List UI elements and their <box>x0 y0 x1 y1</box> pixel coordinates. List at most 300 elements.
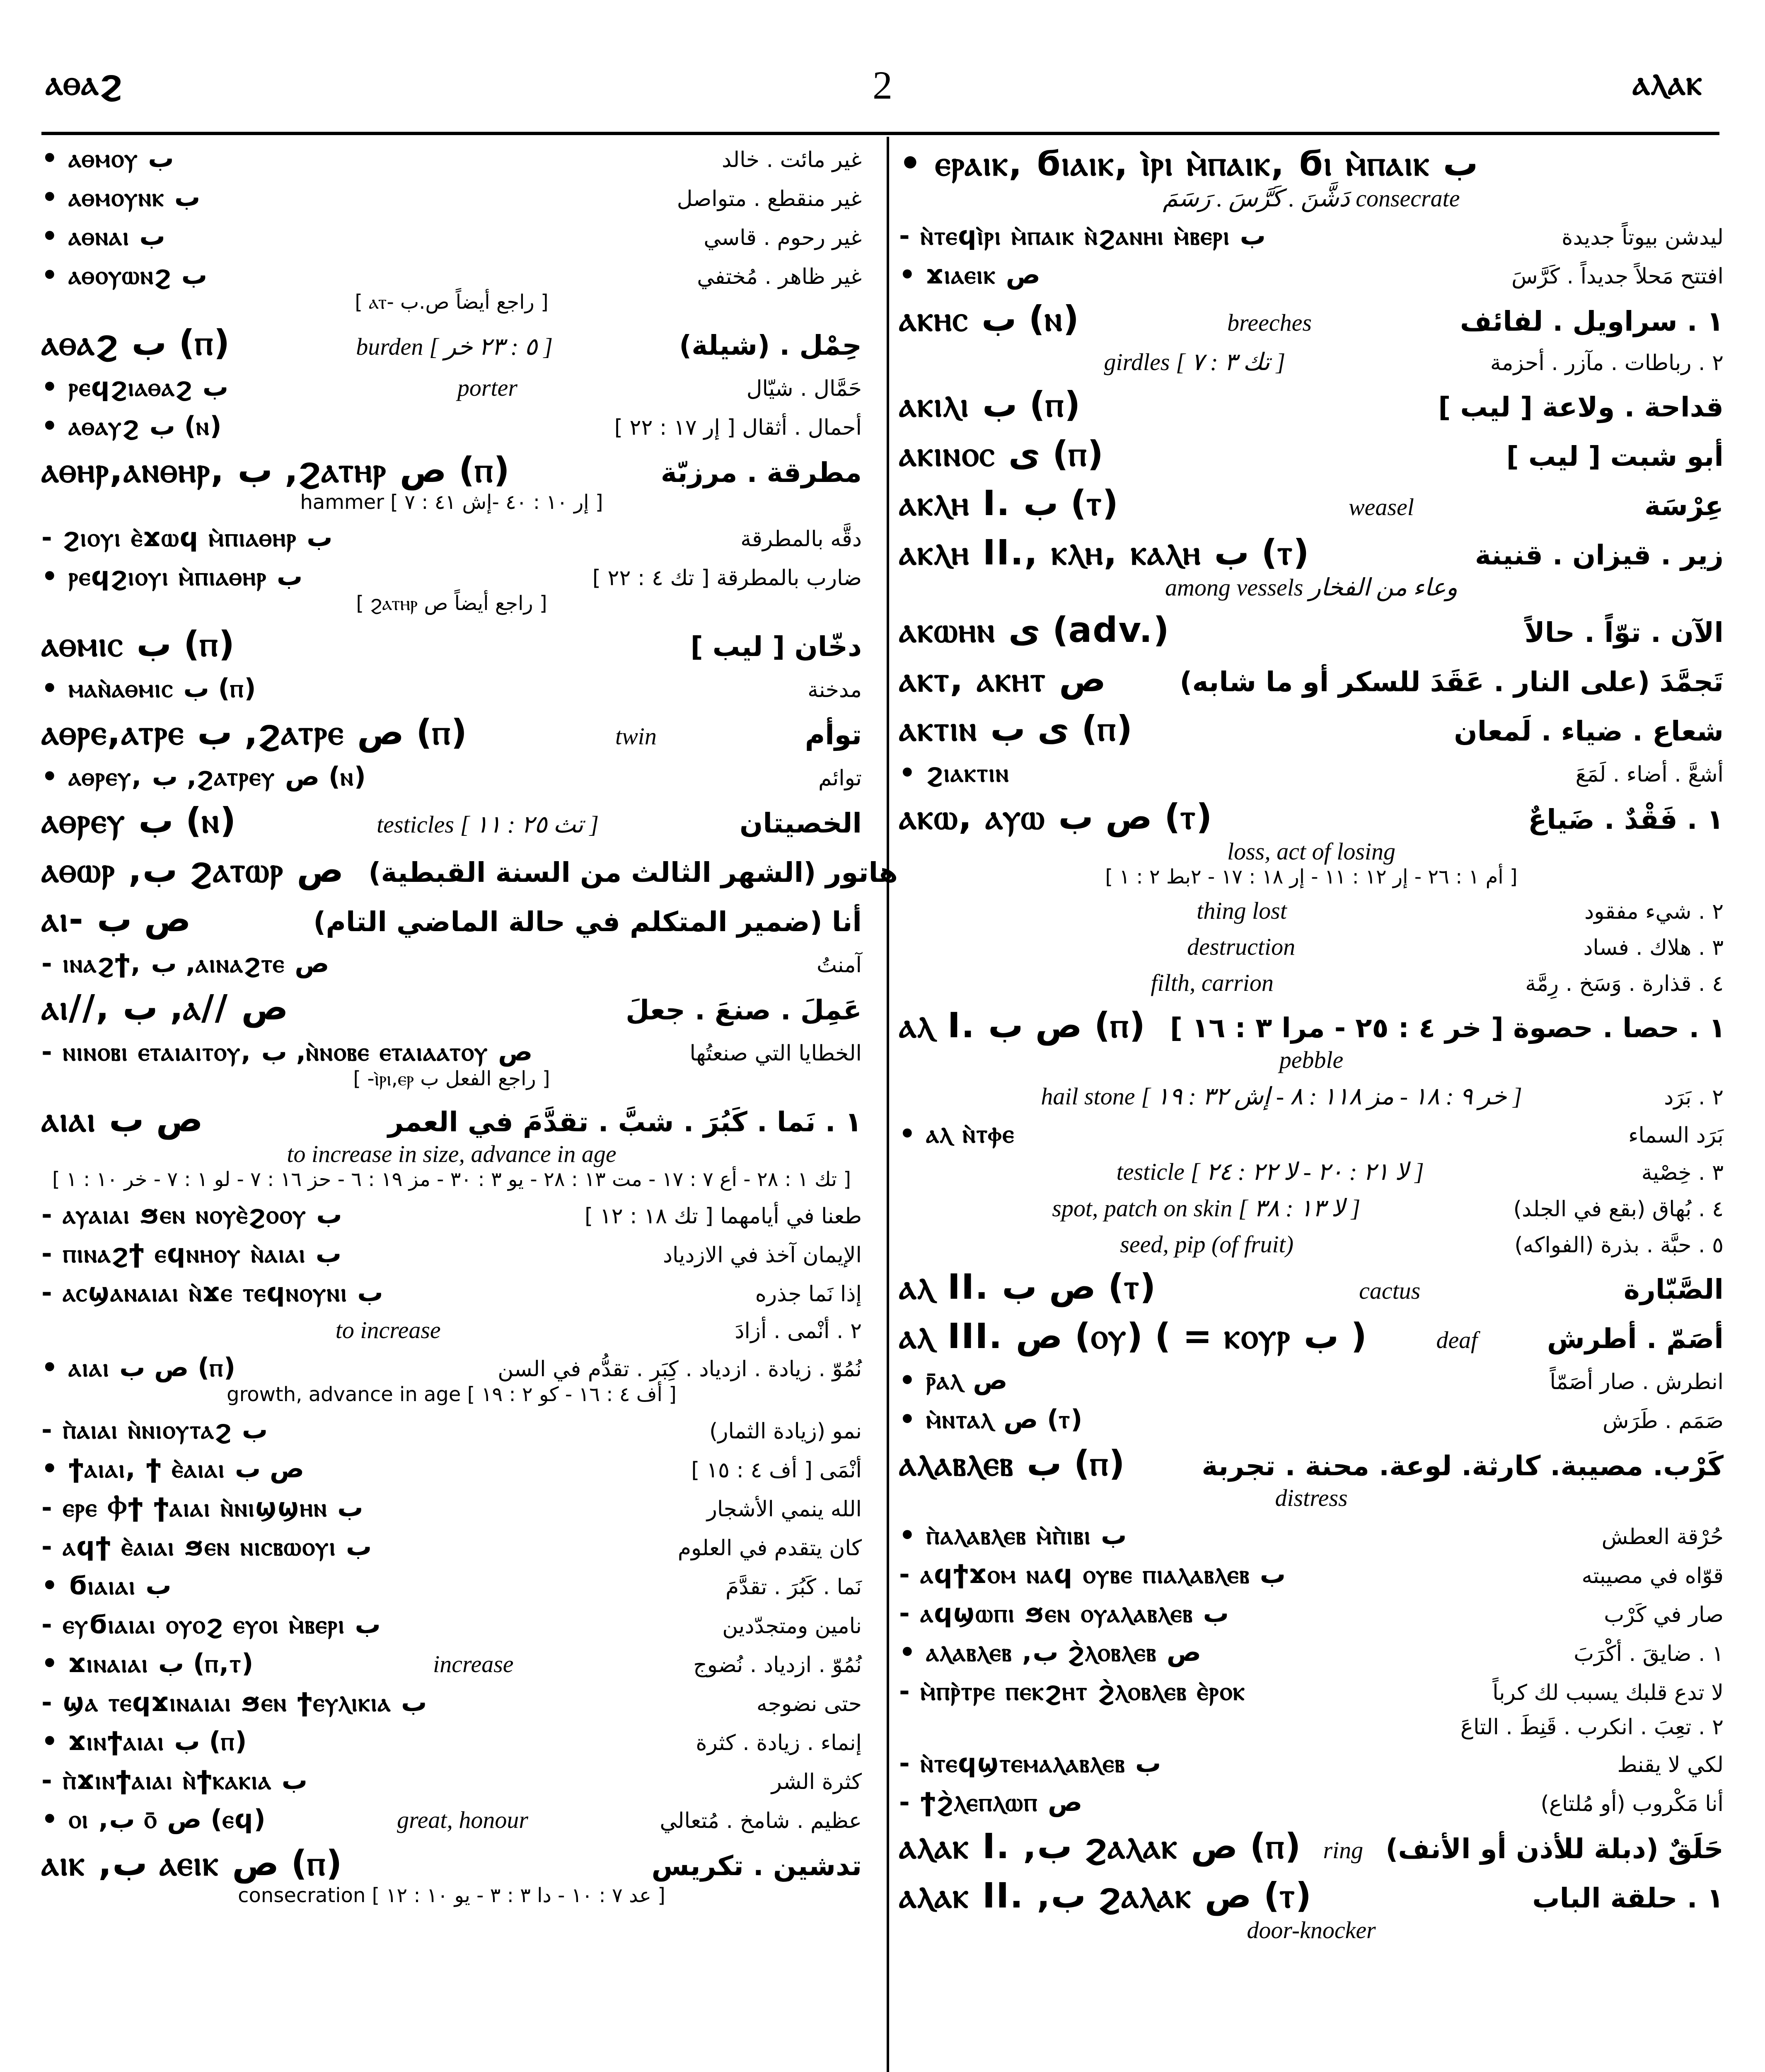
coptic-headword: ⲁⲑⲣⲉ,ⲁⲧⲣⲉ ب ,ϩⲁⲧⲣⲉ ص (ⲡ) <box>41 712 467 753</box>
english-gloss: seed, pip (of fruit) <box>1120 1231 1294 1258</box>
arabic-definition: ٤ . قذارة . وَسَخ . رِمَّة <box>1525 971 1724 996</box>
arabic-definition: دقَّه بالمطرقة <box>740 527 862 552</box>
entry-line <box>41 1765 862 1796</box>
dictionary-entry <box>899 298 1724 339</box>
dictionary-entry <box>899 1230 1724 1258</box>
entry-line <box>899 1443 1724 1484</box>
entry-line <box>899 1559 1724 1590</box>
entry-middle <box>912 1082 1651 1110</box>
arabic-definition: نُمُوّ . زيادة . ازدياد . كِبَر . تقدُّم في السن <box>498 1357 862 1382</box>
dictionary-entry <box>41 522 862 553</box>
arabic-definition: ٢ . رباطات . مآزر . أحزمة <box>1490 351 1724 375</box>
entry-line <box>899 143 1724 184</box>
dictionary-entry <box>899 1365 1724 1396</box>
entry-middle <box>278 1806 648 1834</box>
coptic-headword: - ⲓⲛⲁϩϯ, ب ,ⲁⲓⲛⲁϩⲧⲉ ص <box>41 948 329 978</box>
english-gloss: deaf <box>1436 1326 1478 1353</box>
entry-line <box>899 1676 1724 1706</box>
entry-line <box>899 483 1724 524</box>
arabic-definition: غير رحوم . قاسي <box>704 225 862 250</box>
coptic-headword: - ⲡⲓⲛⲁϩϯ ⲉϥⲛⲏⲟⲩ ⲛ̀ⲁⲓⲁⲓ ب <box>41 1238 342 1268</box>
dictionary-entry <box>41 143 862 174</box>
left-column <box>41 143 898 2072</box>
gloss-line: دَشَّنَ . كَرَّسَ . رَسَمَ consecrate <box>1163 185 1460 212</box>
entry-line <box>899 758 1724 788</box>
arabic-definition: أصَمّ . أطرش <box>1547 1323 1724 1355</box>
reference-line: growth, advance in age [ أف ٤ : ١٦ - كو ٢ : ١٩ ] <box>227 1383 677 1406</box>
dictionary-entry <box>899 1715 1724 1740</box>
entry-line <box>899 933 1724 961</box>
running-head-right: ⲁⲗⲁⲕ <box>1632 62 1703 103</box>
entry-line <box>41 1316 862 1344</box>
dictionary-entry <box>41 761 862 792</box>
arabic-definition: آمنتُ <box>816 953 862 978</box>
coptic-headword: • ⲁⲓⲁⲓ ص ب (ⲡ) <box>41 1352 236 1382</box>
dictionary-entry <box>41 850 898 891</box>
entry-line <box>899 384 1724 425</box>
coptic-headword: ⲁⲕⲓⲗⲓ ب (ⲡ) <box>899 384 1081 425</box>
entry-line <box>41 1352 862 1383</box>
coptic-headword: - ϯϩ̀ⲗⲉⲡⲗⲱⲡ ص <box>899 1787 1083 1817</box>
entry-line <box>41 372 862 402</box>
page-number: 2 <box>873 63 892 107</box>
arabic-definition: أبو شبت [ ليب ] <box>1506 441 1724 472</box>
entry-middle <box>479 722 793 750</box>
entry-line <box>899 1157 1724 1186</box>
entry-middle <box>248 810 727 838</box>
coptic-headword: • ⲁⲑⲁⲩϩ ب (ⲛ) <box>41 411 222 441</box>
arabic-definition: حُرْقة العطش <box>1601 1525 1724 1549</box>
coptic-headword: - ⲙ̀ⲡⲣ̀ⲧⲣⲉ ⲡⲉⲕϩⲏⲧ ϩ̀ⲗⲟⲃⲗⲉⲃ ⲉ̀ⲣⲟⲕ <box>899 1676 1246 1706</box>
coptic-headword: - ⲁϥϯ ⲉ̀ⲁⲓⲁⲓ ϧⲉⲛ ⲛⲓⲥⲃⲱⲟⲩⲓ ب <box>41 1531 372 1561</box>
entry-middle <box>242 332 667 361</box>
entry-line <box>41 1570 862 1601</box>
entry-middle <box>1379 1326 1535 1354</box>
dictionary-entry <box>41 1352 862 1406</box>
entry-line <box>899 1826 1724 1867</box>
reference-line: [ تك ١ : ٢٨ - أع ٧ : ١٧ - مت ١٣ : ٢٨ - يو ٣ : ٣٠ - مز ١٩ : ٦ - حز ١٦ : ٧ - لو ١ : ٧ - خر ١٠ : ١ ] <box>52 1168 851 1191</box>
entry-middle <box>912 348 1478 376</box>
coptic-headword: • ⲣⲉϥϩⲓⲁⲑⲁϩ ب <box>41 372 229 402</box>
entry-line <box>41 1036 862 1067</box>
entry-line <box>41 673 862 704</box>
arabic-definition: ٥ . حبَّة . بذرة (الفواكه) <box>1514 1233 1724 1258</box>
english-gloss: to increase <box>335 1317 441 1343</box>
arabic-definition: ٣ . هلاك . فساد <box>1583 935 1724 960</box>
entry-line <box>41 143 862 174</box>
coptic-headword: • ⲁⲑⲟⲩⲱⲛϩ ب <box>41 260 208 290</box>
arabic-definition: قوّاه في مصيبته <box>1581 1564 1724 1588</box>
dictionary-entry <box>899 969 1724 997</box>
entry-line <box>41 221 862 252</box>
arabic-definition: أنا (ضمير المتكلم في حالة الماضي التام) <box>313 906 862 938</box>
coptic-headword: • ⲡ̀ⲁⲗⲁⲃⲗⲉⲃ ⲙ̀ⲡ̀ⲓⲃⲓ ب <box>899 1520 1127 1550</box>
coptic-headword: ⲁⲗ II. ص ب (ⲧ) <box>899 1266 1156 1307</box>
cross-reference: [ راجع أيضاً ص.ب -ⲁⲧ ] <box>355 290 549 314</box>
coptic-headword: • ⲁⲗⲁⲃⲗⲉⲃ ,ب ϩ̀ⲗⲟⲃⲗⲉⲃ ص <box>899 1637 1202 1667</box>
dictionary-entry <box>899 1598 1724 1629</box>
entry-line <box>41 850 898 891</box>
entry-middle <box>912 969 1513 997</box>
english-gloss: increase <box>433 1651 514 1677</box>
dictionary-entry <box>899 796 1724 888</box>
arabic-definition: زير . قيزان . قنينة <box>1475 539 1724 571</box>
english-gloss: testicle [ لا ٢١ : ٢٠ - لا ٢٢ : ٢٤ ] <box>1116 1158 1424 1185</box>
arabic-definition: إنماء . زيادة . كثرة <box>696 1731 862 1755</box>
entry-line <box>899 1875 1724 1916</box>
gloss-line: loss, act of losing <box>1227 838 1396 865</box>
coptic-headword: • ϩⲓⲁⲕⲧⲓⲛ <box>899 758 1010 788</box>
arabic-definition: عظيم . شامخ . مُتعالي <box>660 1808 862 1833</box>
entry-line <box>899 1748 1724 1779</box>
dictionary-entry <box>41 1648 862 1679</box>
dictionary-entry <box>899 1157 1724 1186</box>
arabic-definition: كان يتقدم في العلوم <box>677 1536 862 1561</box>
arabic-definition: ٢ . أنْمى . أزادَ <box>735 1319 862 1343</box>
arabic-definition: الله ينمي الأشجار <box>706 1497 862 1522</box>
dictionary-entry <box>899 1316 1724 1357</box>
entry-middle <box>1168 1277 1611 1305</box>
entry-line <box>41 712 862 753</box>
arabic-definition: طعنا في أيامهما [ تك ١٨ : ١٢ ] <box>584 1204 862 1229</box>
arabic-definition: الصَّبّارة <box>1623 1273 1724 1305</box>
arabic-definition: أحمال . أثقال [ إر ١٧ : ٢٢ ] <box>614 415 862 440</box>
dictionary-entry <box>899 1520 1724 1551</box>
entry-line <box>899 708 1724 749</box>
arabic-definition: نامين ومتجدّدين <box>722 1614 862 1639</box>
arabic-definition: لا تدع قلبك يسبب لك كرباً <box>1492 1680 1724 1705</box>
entry-middle <box>912 1230 1502 1258</box>
dictionary-entry <box>41 1609 862 1640</box>
coptic-headword: • ϯⲁⲓⲁⲓ, ϯ ⲉ̀ⲁⲓⲁⲓ ص ب <box>41 1453 305 1484</box>
english-gloss: twin <box>615 723 657 750</box>
arabic-definition: الخصيتان <box>739 807 862 839</box>
dictionary-entry <box>41 260 862 314</box>
arabic-definition: ١ . حلقة الباب <box>1532 1882 1724 1914</box>
dictionary-entry <box>899 933 1724 961</box>
entry-line <box>899 433 1724 474</box>
gloss-line: to increase in size, advance in age <box>287 1140 617 1167</box>
coptic-headword: ⲁⲑⲙⲓⲥ ب (ⲡ) <box>41 624 235 664</box>
coptic-headword: • ϫⲓⲁⲉⲓⲕ ص <box>899 259 1040 290</box>
coptic-headword: • ⲁⲑⲙⲟⲩ ب <box>41 143 174 173</box>
entry-line <box>899 1637 1724 1668</box>
dictionary-entry <box>899 1787 1724 1818</box>
entry-line <box>41 1804 862 1835</box>
running-head-left: ⲁⲑⲁϩ <box>46 62 123 103</box>
coptic-headword: - ⲛ̀ⲧⲉϥⲓ̀ⲣⲓ ⲙ̀ⲡⲁⲓⲕ ⲛ̀ϩⲁⲛⲏⲓ ⲙ̀ⲃⲉⲣⲓ ب <box>899 220 1266 251</box>
entry-line <box>899 610 1724 651</box>
dictionary-entry <box>41 1414 862 1445</box>
entry-line <box>899 659 1724 700</box>
arabic-definition: كَرْب. مصيبة. كارثة. لوعة. محنة . تجربة <box>1202 1450 1724 1482</box>
entry-middle <box>54 1316 722 1344</box>
coptic-headword: - ⲡ̀ϫⲓⲛϯⲁⲓⲁⲓ ⲛ̀ϯⲕⲁⲕⲓⲁ ب <box>41 1765 308 1795</box>
arabic-definition: إذا نَما جذره <box>755 1282 862 1307</box>
dictionary-entry <box>41 1277 862 1308</box>
coptic-headword: ⲁⲑⲏⲣ,ⲁⲛⲑⲏⲣ, ب ,ϩⲁⲧⲏⲣ ص (ⲡ) <box>41 450 510 490</box>
arabic-definition: لكي لا يقنط <box>1617 1752 1724 1777</box>
dictionary-entry <box>41 987 862 1028</box>
arabic-definition: نُمُوّ . ازدياد . نُضوج <box>693 1653 862 1677</box>
arabic-definition: ١ . نَما . كَبُرَ . شبَّ . تقدَّمَ في العمر <box>387 1106 862 1138</box>
coptic-headword: - ⲛ̀ⲧⲉϥϣⲧⲉⲙⲁⲗⲁⲃⲗⲉⲃ ب <box>899 1748 1161 1778</box>
dictionary-entry <box>899 1404 1724 1435</box>
arabic-definition: ١ . ضايقَ . أكْرَبَ <box>1574 1641 1724 1666</box>
dictionary-entry <box>899 1443 1724 1512</box>
cross-reference: [ راجع الفعل ب ⲓ̀ⲣⲓ,ⲉⲣ- ] <box>353 1067 550 1090</box>
column-divider <box>887 137 889 2072</box>
gloss-line: door-knocker <box>1247 1917 1376 1944</box>
coptic-headword: ⲁⲑⲁϩ ب (ⲡ) <box>41 322 230 363</box>
entry-line <box>41 260 862 290</box>
coptic-headword: ⲁⲗ III. ص (ⲟⲩ) ( = ⲕⲟⲩⲣ ب ) <box>899 1316 1367 1356</box>
dictionary-entry <box>899 433 1724 474</box>
right-column <box>899 143 1724 2072</box>
english-gloss: hail stone [ خر ٩ : ١٨ - مز ١١٨ : ٨ - إش ٣٢ : ١٩ ] <box>1041 1083 1522 1110</box>
coptic-headword: • ⲉⲣⲁⲓⲕ, ϭⲓⲁⲓⲕ, ⲓ̀ⲣⲓ ⲙ̀ⲡⲁⲓⲕ, ϭⲓ ⲙ̀ⲡⲁⲓⲕ ب <box>899 143 1478 184</box>
entry-line <box>899 1005 1724 1046</box>
entry-middle <box>266 1650 681 1678</box>
entry-line <box>41 450 862 491</box>
dictionary-entry <box>41 712 862 753</box>
arabic-definition: ٤ . بُهاق (بقع في الجلد) <box>1513 1197 1724 1222</box>
coptic-headword: - ⲁⲩⲁⲓⲁⲓ ϧⲉⲛ ⲛⲟⲩⲉ̀ϩⲟⲟⲩ ب <box>41 1199 342 1230</box>
entry-middle <box>912 897 1572 925</box>
entry-line <box>41 1414 862 1445</box>
dictionary-entry <box>41 1199 862 1230</box>
arabic-definition: أنا مَكْروب (أو مُلتاع) <box>1540 1791 1724 1816</box>
dictionary-entry <box>41 673 862 704</box>
coptic-headword: ⲁⲕⲧ, ⲁⲕⲏⲧ ص <box>899 659 1106 700</box>
arabic-definition: غير منقطع . متواصل <box>677 186 862 211</box>
entry-line <box>41 522 862 553</box>
dictionary-entry <box>899 1559 1724 1590</box>
dictionary-entry <box>41 1453 862 1484</box>
arabic-definition: الخطايا التي صنعتُها <box>689 1041 862 1066</box>
english-gloss: girdles [ تك ٣ : ٧ ] <box>1104 349 1286 375</box>
dictionary-entry <box>899 1194 1724 1222</box>
dictionary-entry <box>41 1099 862 1191</box>
entry-line <box>899 259 1724 290</box>
arabic-definition: تدشين . تكريس <box>651 1850 862 1882</box>
english-gloss: ring <box>1323 1837 1364 1864</box>
dictionary-entry <box>899 1266 1724 1307</box>
entry-line <box>899 1598 1724 1629</box>
dictionary-entry <box>41 221 862 252</box>
dictionary-entry <box>41 948 862 979</box>
coptic-headword: - ⲡ̀ⲁⲓⲁⲓ ⲛ̀ⲛⲓⲟⲩⲧⲁϩ ب <box>41 1414 268 1445</box>
entry-middle <box>241 374 734 402</box>
coptic-headword: - ⲁϥϣⲱⲡⲓ ϧⲉⲛ ⲟⲩⲁⲗⲁⲃⲗⲉⲃ ب <box>899 1598 1229 1628</box>
english-gloss: breeches <box>1227 309 1312 336</box>
entry-line <box>41 1531 862 1562</box>
coptic-headword: • ⲁⲑⲣⲉⲩ, ب ,ϩⲁⲧⲣⲉⲩ ص (ⲛ) <box>41 761 366 792</box>
dictionary-entry <box>899 1082 1724 1110</box>
gloss-line: distress <box>1275 1484 1348 1511</box>
coptic-headword: • ⲟⲓ ,ب ⲟ̄ ص (ⲉϥ) <box>41 1804 266 1834</box>
dictionary-entry <box>41 1726 862 1757</box>
entry-line <box>41 1492 862 1523</box>
entry-middle <box>912 933 1571 961</box>
entry-line <box>41 1726 862 1757</box>
entry-line <box>899 969 1724 997</box>
entry-middle <box>912 1194 1501 1222</box>
entry-line <box>41 800 862 841</box>
entry-line <box>899 348 1724 376</box>
dictionary-entry <box>41 372 862 402</box>
coptic-headword: ⲁⲓⲕ ,ب ⲁⲉⲓⲕ ص (ⲡ) <box>41 1843 342 1883</box>
english-gloss: destruction <box>1187 933 1296 960</box>
dictionary-entry <box>899 1676 1724 1706</box>
entry-line <box>41 322 862 363</box>
entry-line <box>41 411 862 441</box>
coptic-headword: • ⲁⲑⲙⲟⲩⲛⲕ ب <box>41 182 201 212</box>
dictionary-entry <box>899 1005 1724 1074</box>
entry-line <box>41 1277 862 1308</box>
entry-line <box>41 1199 862 1230</box>
gloss-line: pebble <box>1279 1046 1344 1073</box>
dictionary-entry <box>899 259 1724 290</box>
arabic-definition: عَمِلَ . صنعَ . جعلَ <box>626 994 862 1026</box>
arabic-definition: مطرقة . مرزبّة <box>660 457 862 489</box>
arabic-definition: حَلَقٌ (دبلة للأذن أو الأنف) <box>1385 1833 1724 1865</box>
entry-line <box>41 1843 862 1884</box>
coptic-headword: • ⲁⲑⲛⲁⲓ ب <box>41 221 165 251</box>
coptic-headword: • ⲁⲗ ⲛ̀ⲧⲫⲉ <box>899 1118 1015 1149</box>
dictionary-entry <box>41 1316 862 1344</box>
arabic-definition: ١ . حصا . حصوة [ خر ٤ : ٢٥ - مرا ٣ : ١٦ ] <box>1170 1012 1726 1044</box>
english-gloss: thing lost <box>1197 897 1287 924</box>
entry-line <box>41 948 862 979</box>
dictionary-entry <box>899 220 1724 251</box>
coptic-headword: - ⲁⲥϣⲁⲛⲁⲓⲁⲓ ⲛ̀ϫⲉ ⲧⲉϥⲛⲟⲩⲛⲓ ب <box>41 1277 383 1307</box>
coptic-headword: ⲁⲓⲁⲓ ص ب <box>41 1099 203 1140</box>
gloss-line: among vessels وعاء من الفخار <box>1165 574 1458 601</box>
arabic-definition: نَما . كَبُرَ . تقدَّمَ <box>725 1575 862 1600</box>
dictionary-entry <box>41 561 862 615</box>
dictionary-entry <box>41 322 862 363</box>
arabic-definition: بَرَد السماء <box>1628 1123 1724 1148</box>
dictionary-entry <box>899 1637 1724 1668</box>
coptic-headword: ⲁⲕⲗⲏ I. ب (ⲧ) <box>899 483 1118 523</box>
entry-line <box>899 897 1724 925</box>
entry-middle <box>1131 493 1632 521</box>
arabic-definition: حَمَّال . شيّال <box>746 376 862 401</box>
coptic-headword: ⲁⲓ//, ب ,ⲁ// ص <box>41 987 288 1028</box>
arabic-definition: ليدشن بيوتاً جديدة <box>1562 225 1724 250</box>
arabic-definition: قداحة . ولاعة [ ليب ] <box>1438 391 1724 423</box>
arabic-definition: ١ . سراويل . لفائف <box>1460 305 1724 337</box>
arabic-definition: صار في كَرْب <box>1604 1602 1724 1627</box>
dictionary-entry <box>41 1036 862 1091</box>
coptic-headword: • ϭⲓⲁⲓⲁⲓ ب <box>41 1570 172 1600</box>
coptic-headword: ⲁⲕⲧⲓⲛ ى ب (ⲡ) <box>899 708 1133 749</box>
coptic-headword: ⲁⲑⲱⲣ ,ب ϩⲁⲧⲱⲣ ص <box>41 850 344 890</box>
dictionary-entry <box>41 1765 862 1796</box>
coptic-headword: ⲁⲗⲁⲕ II. ,ب ϩⲁⲗⲁⲕ ص (ⲧ) <box>899 1875 1312 1916</box>
dictionary-entry <box>41 1843 862 1907</box>
arabic-definition: حتى نضوجه <box>756 1692 862 1716</box>
entry-line <box>41 1687 862 1718</box>
entry-line <box>41 987 862 1028</box>
entry-line <box>899 1787 1724 1818</box>
coptic-headword: • ⲙ̀ⲛⲧⲁⲗ ص (ⲧ) <box>899 1404 1083 1434</box>
reference-line: [ إر ١٠ : ٤٠ -إش ٤١ : ٧ ] hammer <box>300 491 603 514</box>
english-gloss: porter <box>457 374 517 401</box>
dictionary-entry <box>41 800 862 841</box>
reference-line: [ أم ١ : ٢٦ - إر ١٢ : ١١ - إر ١٨ : ١٧ - ٢بط ٢ : ١ ] <box>1105 865 1518 888</box>
dictionary-entry <box>899 1875 1724 1944</box>
arabic-definition: الآن . توّاً . حالاً <box>1524 617 1724 649</box>
dictionary-entry <box>41 1531 862 1562</box>
coptic-headword: ⲁⲕⲓⲛⲟⲥ ى (ⲡ) <box>899 433 1103 474</box>
coptic-headword: - ϣⲁ ⲧⲉϥϫⲓⲛⲁⲓⲁⲓ ϧⲉⲛ ϯⲉⲩⲗⲓⲕⲓⲁ ب <box>41 1687 427 1717</box>
header-rule <box>41 132 1719 135</box>
coptic-headword: • ϫⲓⲛⲁⲓⲁⲓ ب (ⲡ,ⲧ) <box>41 1648 254 1678</box>
english-gloss: weasel <box>1349 494 1414 520</box>
coptic-headword: - ϩⲓⲟⲩⲓ ⲉ̀ϫⲱϥ ⲙ̀ⲡⲓⲁⲑⲏⲣ ب <box>41 522 333 552</box>
english-gloss: cactus <box>1359 1277 1421 1304</box>
coptic-headword: ⲁⲑⲣⲉⲩ ب (ⲛ) <box>41 800 236 841</box>
coptic-headword: ⲁⲗⲁⲕ I. ,ب ϩⲁⲗⲁⲕ ص (ⲡ) <box>899 1826 1301 1866</box>
entry-line <box>41 561 862 592</box>
coptic-headword: ⲁⲕⲱⲏⲛ ى (adv.) <box>899 610 1169 650</box>
coptic-headword: ⲁⲗⲁⲃⲗⲉⲃ ب (ⲡ) <box>899 1443 1125 1484</box>
entry-middle <box>912 1157 1629 1186</box>
arabic-definition: أنْمَى [ أف ٤ : ١٥ ] <box>691 1458 862 1483</box>
entry-line <box>899 298 1724 339</box>
dictionary-entry <box>899 897 1724 925</box>
dictionary-entry <box>41 1687 862 1718</box>
coptic-headword: • ⲣⲉϥϩⲓⲟⲩⲓ ⲙ̀ⲡⲓⲁⲑⲏⲣ ب <box>41 561 303 591</box>
arabic-definition: ٣ . خِصْية <box>1641 1160 1724 1185</box>
arabic-definition: ١ . فَقْدٌ . ضَياعٌ <box>1528 804 1724 835</box>
entry-line <box>899 1316 1724 1357</box>
dictionary-entry <box>899 532 1724 601</box>
entry-line <box>899 220 1724 251</box>
coptic-headword: ⲁⲗ I. ص ب (ⲡ) <box>899 1005 1145 1046</box>
coptic-headword: ⲁⲕⲱ, ⲁⲩⲱ ص ب (ⲧ) <box>899 796 1212 837</box>
dictionary-entry <box>899 483 1724 524</box>
coptic-headword: - ⲉⲩϭⲓⲁⲓⲁⲓ ⲟⲩⲟϩ ⲉⲩⲟⲓ ⲙ̀ⲃⲉⲣⲓ ب <box>41 1609 381 1639</box>
entry-line <box>41 899 862 940</box>
arabic-definition: نمو (زيادة الثمار) <box>709 1419 862 1444</box>
dictionary-entry <box>899 758 1724 788</box>
arabic-definition: الإيمان آخذ في الازدياد <box>662 1243 862 1268</box>
arabic-definition: انطرش . صار أصَمّاً <box>1550 1370 1724 1394</box>
dictionary-entry <box>899 1748 1724 1779</box>
dictionary-entry <box>41 1804 862 1835</box>
coptic-headword: • ⲙⲁⲛ̀ⲁⲑⲙⲓⲥ ب (ⲡ) <box>41 673 256 703</box>
arabic-definition: كثرة الشر <box>771 1769 862 1794</box>
arabic-definition: ٢ . تعِبَ . انكرب . قَنِطَ . التاعَ <box>1460 1715 1724 1740</box>
coptic-headword: - ⲁϥϯϫⲟⲙ ⲛⲁϥ ⲟⲩⲃⲉ ⲡⲓⲁⲗⲁⲃⲗⲉⲃ ب <box>899 1559 1286 1589</box>
dictionary-entry <box>899 659 1724 700</box>
dictionary-entry <box>41 411 862 441</box>
entry-middle <box>1091 309 1448 336</box>
entry-line <box>899 1404 1724 1435</box>
coptic-headword: - ⲛⲓⲛⲟⲃⲓ ⲉⲧⲁⲓⲁⲓⲧⲟⲩ, ب ,ⲛ̀ⲛⲟⲃⲉ ⲉⲧⲁⲓⲁⲁⲧⲟⲩ ص <box>41 1036 533 1067</box>
entry-line <box>899 1230 1724 1258</box>
dictionary-entry <box>899 610 1724 651</box>
english-gloss: filth, carrion <box>1151 969 1274 996</box>
entry-line <box>899 1520 1724 1551</box>
entry-line <box>41 761 862 792</box>
dictionary-entry <box>899 384 1724 425</box>
arabic-definition: غير ظاهر . مُختفي <box>697 264 862 289</box>
entry-line <box>41 624 862 665</box>
